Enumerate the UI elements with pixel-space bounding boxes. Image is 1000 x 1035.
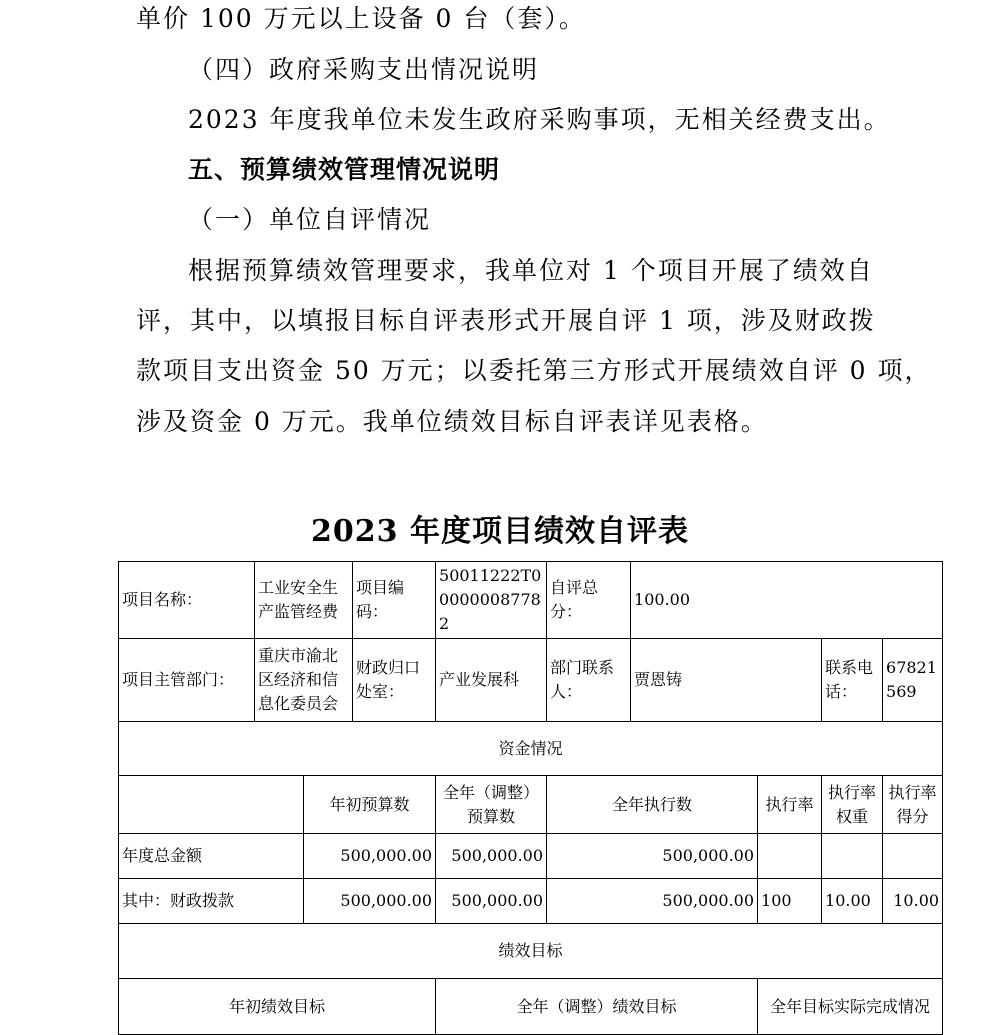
col-initial-perf-goal: 年初绩效目标 <box>119 979 436 1035</box>
col-actual-completion: 全年目标实际完成情况 <box>758 979 943 1035</box>
office-value: 产业发展科 <box>436 639 547 722</box>
table-row <box>119 639 943 722</box>
score-label: 自评总分： <box>547 562 631 639</box>
dept-label: 项目主管部门： <box>119 639 255 722</box>
paragraph-line: 涉及资金 0 万元。我单位绩效目标自评表详见表格。 <box>136 407 768 436</box>
table-row <box>119 562 943 639</box>
table-title: 2023 年度项目绩效自评表 <box>311 514 689 549</box>
table-row <box>119 722 943 776</box>
cell-adjusted: 500,000.00 <box>436 834 547 879</box>
cell-adjusted: 500,000.00 <box>436 879 547 924</box>
cell-rate <box>758 834 822 879</box>
cell-score: 10.00 <box>883 879 943 924</box>
col-initial-budget: 年初预算数 <box>304 776 436 834</box>
project-name-value: 工业安全生产监管经费 <box>255 562 353 639</box>
table-row <box>119 834 943 879</box>
row-label: 其中：财政拨款 <box>119 879 304 924</box>
table-header-row <box>119 776 943 834</box>
cell-executed: 500,000.00 <box>547 834 758 879</box>
col-executed: 全年执行数 <box>547 776 758 834</box>
project-code-value: 50011222T000000087782 <box>436 562 547 639</box>
col-adjusted-perf-goal: 全年（调整）绩效目标 <box>436 979 758 1035</box>
cell-weight <box>822 834 883 879</box>
col-adjusted-budget: 全年（调整）预算数 <box>436 776 547 834</box>
paragraph-line: 款项目支出资金 50 万元；以委托第三方形式开展绩效自评 0 项， <box>136 356 932 385</box>
contact-label: 部门联系人： <box>547 639 631 722</box>
row-label: 年度总金额 <box>119 834 304 879</box>
empty-cell <box>119 776 304 834</box>
performance-evaluation-table <box>118 561 943 1035</box>
score-value: 100.00 <box>631 562 943 639</box>
cell-executed: 500,000.00 <box>547 879 758 924</box>
section-heading: （四）政府采购支出情况说明 <box>188 55 540 84</box>
section-heading: （一）单位自评情况 <box>188 205 432 234</box>
contact-value: 贾恩铸 <box>631 639 822 722</box>
cell-rate: 100 <box>758 879 822 924</box>
col-rate-weight: 执行率权重 <box>822 776 883 834</box>
project-name-label: 项目名称： <box>119 562 255 639</box>
paragraph-line: 单价 100 万元以上设备 0 台（套）。 <box>136 4 586 33</box>
phone-label: 联系电话： <box>822 639 883 722</box>
table-row <box>119 879 943 924</box>
section-heading: 五、预算绩效管理情况说明 <box>188 155 501 184</box>
paragraph-line: 评，其中，以填报目标自评表形式开展自评 1 项，涉及财政拨 <box>136 306 876 335</box>
table-header-row <box>119 979 943 1035</box>
paragraph-line: 根据预算绩效管理要求，我单位对 1 个项目开展了绩效自 <box>188 256 874 285</box>
cell-initial: 500,000.00 <box>304 879 436 924</box>
project-code-label: 项目编码： <box>353 562 436 639</box>
cell-score <box>883 834 943 879</box>
office-label: 财政归口处室： <box>353 639 436 722</box>
paragraph-line: 2023 年度我单位未发生政府采购事项，无相关经费支出。 <box>188 105 891 134</box>
col-exec-rate: 执行率 <box>758 776 822 834</box>
col-rate-score: 执行率得分 <box>883 776 943 834</box>
phone-value: 67821569 <box>883 639 943 722</box>
dept-value: 重庆市渝北区经济和信息化委员会 <box>255 639 353 722</box>
cell-weight: 10.00 <box>822 879 883 924</box>
cell-initial: 500,000.00 <box>304 834 436 879</box>
funds-section-header: 资金情况 <box>119 722 943 776</box>
perf-section-header: 绩效目标 <box>119 924 943 979</box>
table-row <box>119 924 943 979</box>
